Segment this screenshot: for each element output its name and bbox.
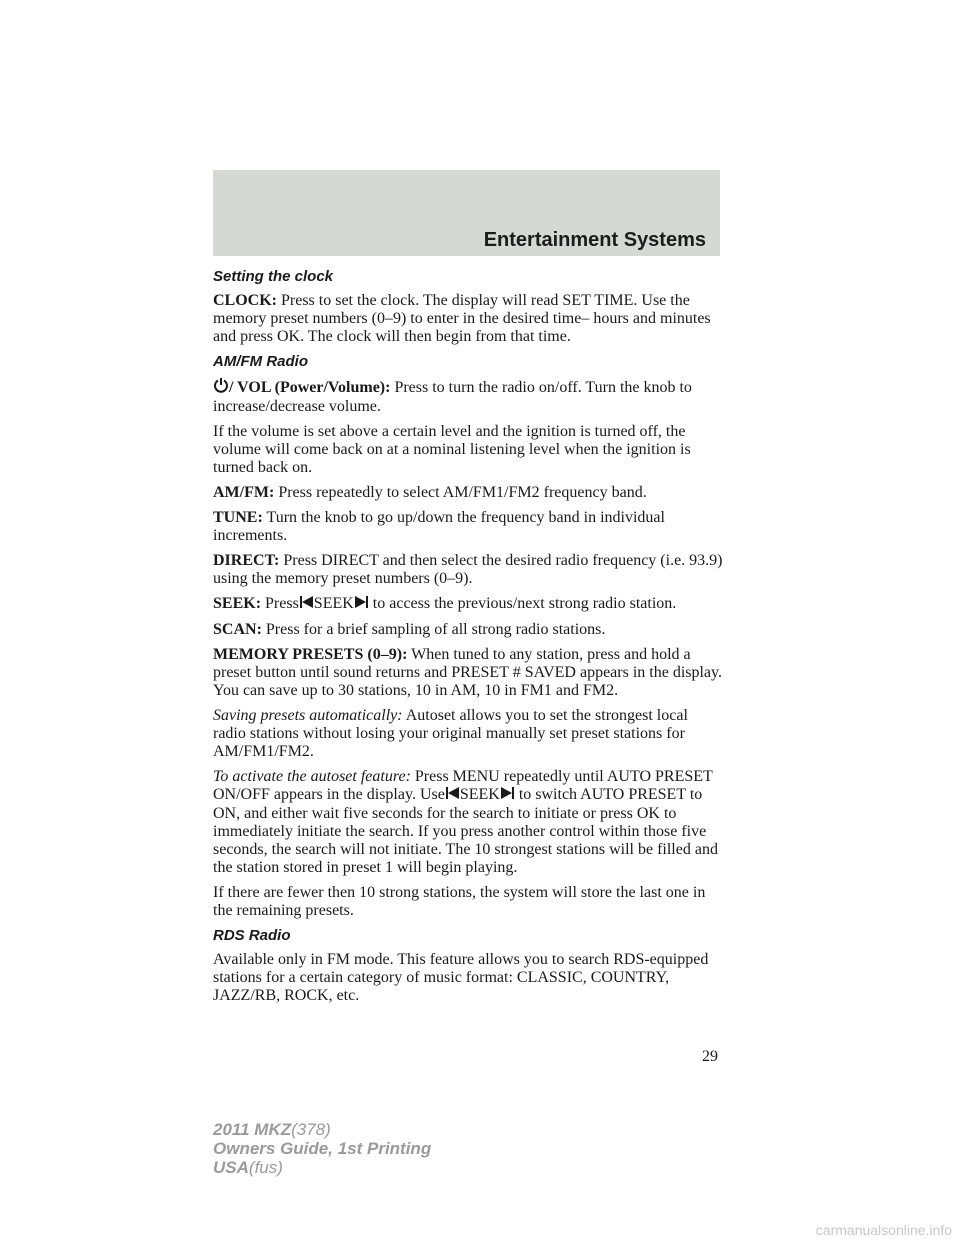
text-activate-seek: SEEK: [459, 786, 500, 803]
section-title: Entertainment Systems: [483, 229, 706, 251]
footer-region: USA: [213, 1158, 249, 1177]
footer-line-2: Owners Guide, 1st Printing: [213, 1139, 432, 1158]
text-activate-2: to switch AUTO PRESET to ON, and either wait five seconds for the search to initiate or press OK to immediately initiate the search. If you press another control within those five seconds, the search will not initiate. The 10 strongest stations will be filled and the station stored in preset 1 will begin playing.: [213, 786, 718, 876]
watermark: carmanualsonline.info: [815, 1222, 952, 1238]
section-header-band: [213, 170, 720, 256]
paragraph-direct: [213, 552, 723, 588]
paragraph-seek: [213, 595, 723, 614]
text-seek: to access the previous/next strong radio station.: [372, 595, 677, 612]
paragraph-power-volume: [213, 377, 723, 416]
print-footer: [213, 1120, 431, 1177]
text-seek-label: SEEK: [313, 595, 354, 612]
footer-line-3: [213, 1158, 431, 1177]
footer-region-code: (fus): [248, 1158, 283, 1177]
term-activate-autoset: To activate the autoset feature:: [213, 768, 411, 785]
paragraph-volume-note: If the volume is set above a certain level and the ignition is turned off, the volume will come back on at a nominal listening level when the ignition is turned back on.: [213, 423, 691, 476]
term-seek: SEEK:: [213, 595, 262, 612]
footer-line-1: [213, 1120, 431, 1139]
paragraph-rds: Available only in FM mode. This feature allows you to search RDS-equipped stations for a certain category of music format: CLASSIC, COUNTRY, JAZZ/RB, ROCK, etc.: [213, 951, 709, 1004]
seek-forward-icon: [500, 786, 515, 805]
seek-back-icon: [299, 595, 314, 614]
seek-forward-icon: [354, 595, 369, 614]
text-scan: Press for a brief sampling of all strong radio stations.: [265, 621, 606, 638]
term-am-fm: AM/FM:: [213, 484, 275, 501]
text-auto-presets: Autoset allows you to set the strongest local radio stations without losing your original manually set preset stations for AM/FM1/FM2.: [213, 707, 688, 760]
footer-model: 2011 MKZ: [213, 1120, 292, 1139]
seek-back-icon: [445, 786, 460, 805]
paragraph-scan: [213, 621, 723, 639]
heading-setting-clock: Setting the clock: [213, 268, 334, 285]
paragraph-am-fm: [213, 484, 723, 502]
text-memory-presets: When tuned to any station, press and hold a preset button until sound returns and PRESET # SAVED appears in the display. You can save up to 30 stations, 10 in AM, 10 in FM1 and FM2.: [213, 646, 722, 699]
term-auto-presets: Saving presets automatically:: [213, 707, 403, 724]
term-power-volume: / VOL (Power/Volume):: [229, 379, 391, 396]
term-direct: DIRECT:: [213, 552, 280, 569]
paragraph-clock: [213, 292, 723, 346]
heading-rds-radio: RDS Radio: [213, 927, 291, 944]
paragraph-activate-autoset: [213, 768, 723, 877]
paragraph-fewer-stations: If there are fewer then 10 strong stations, the system will store the last one in the remaining presets.: [213, 884, 706, 919]
text-seek-press: Press: [265, 595, 299, 612]
text-clock: Press to set the clock. The display will read SET TIME. Use the memory preset numbers (0–9) to enter in the desired time– hours and minutes and press OK. The clock will then begin from that time.: [213, 292, 711, 345]
term-memory-presets: MEMORY PRESETS (0–9):: [213, 646, 408, 663]
term-tune: TUNE:: [213, 509, 263, 526]
paragraph-auto-presets: [213, 707, 723, 761]
page-content: [213, 268, 723, 1012]
paragraph-memory-presets: [213, 646, 723, 700]
term-scan: SCAN:: [213, 621, 262, 638]
page-number: 29: [702, 1048, 718, 1065]
text-power-volume: Press to turn the radio on/off. Turn the knob to increase/decrease volume.: [213, 379, 692, 415]
paragraph-tune: [213, 509, 723, 545]
text-am-fm: Press repeatedly to select AM/FM1/FM2 frequency band.: [278, 484, 647, 501]
text-tune: Turn the knob to go up/down the frequency band in individual increments.: [213, 509, 665, 544]
text-direct: Press DIRECT and then select the desired radio frequency (i.e. 93.9) using the memory preset numbers (0–9).: [213, 552, 723, 587]
term-clock: CLOCK:: [213, 292, 277, 309]
text-activate-1: Press MENU repeatedly until AUTO PRESET ON/OFF appears in the display. Use: [213, 768, 713, 803]
heading-am-fm-radio: AM/FM Radio: [213, 353, 308, 370]
footer-model-code: (378): [291, 1120, 331, 1139]
power-icon: [213, 377, 229, 398]
